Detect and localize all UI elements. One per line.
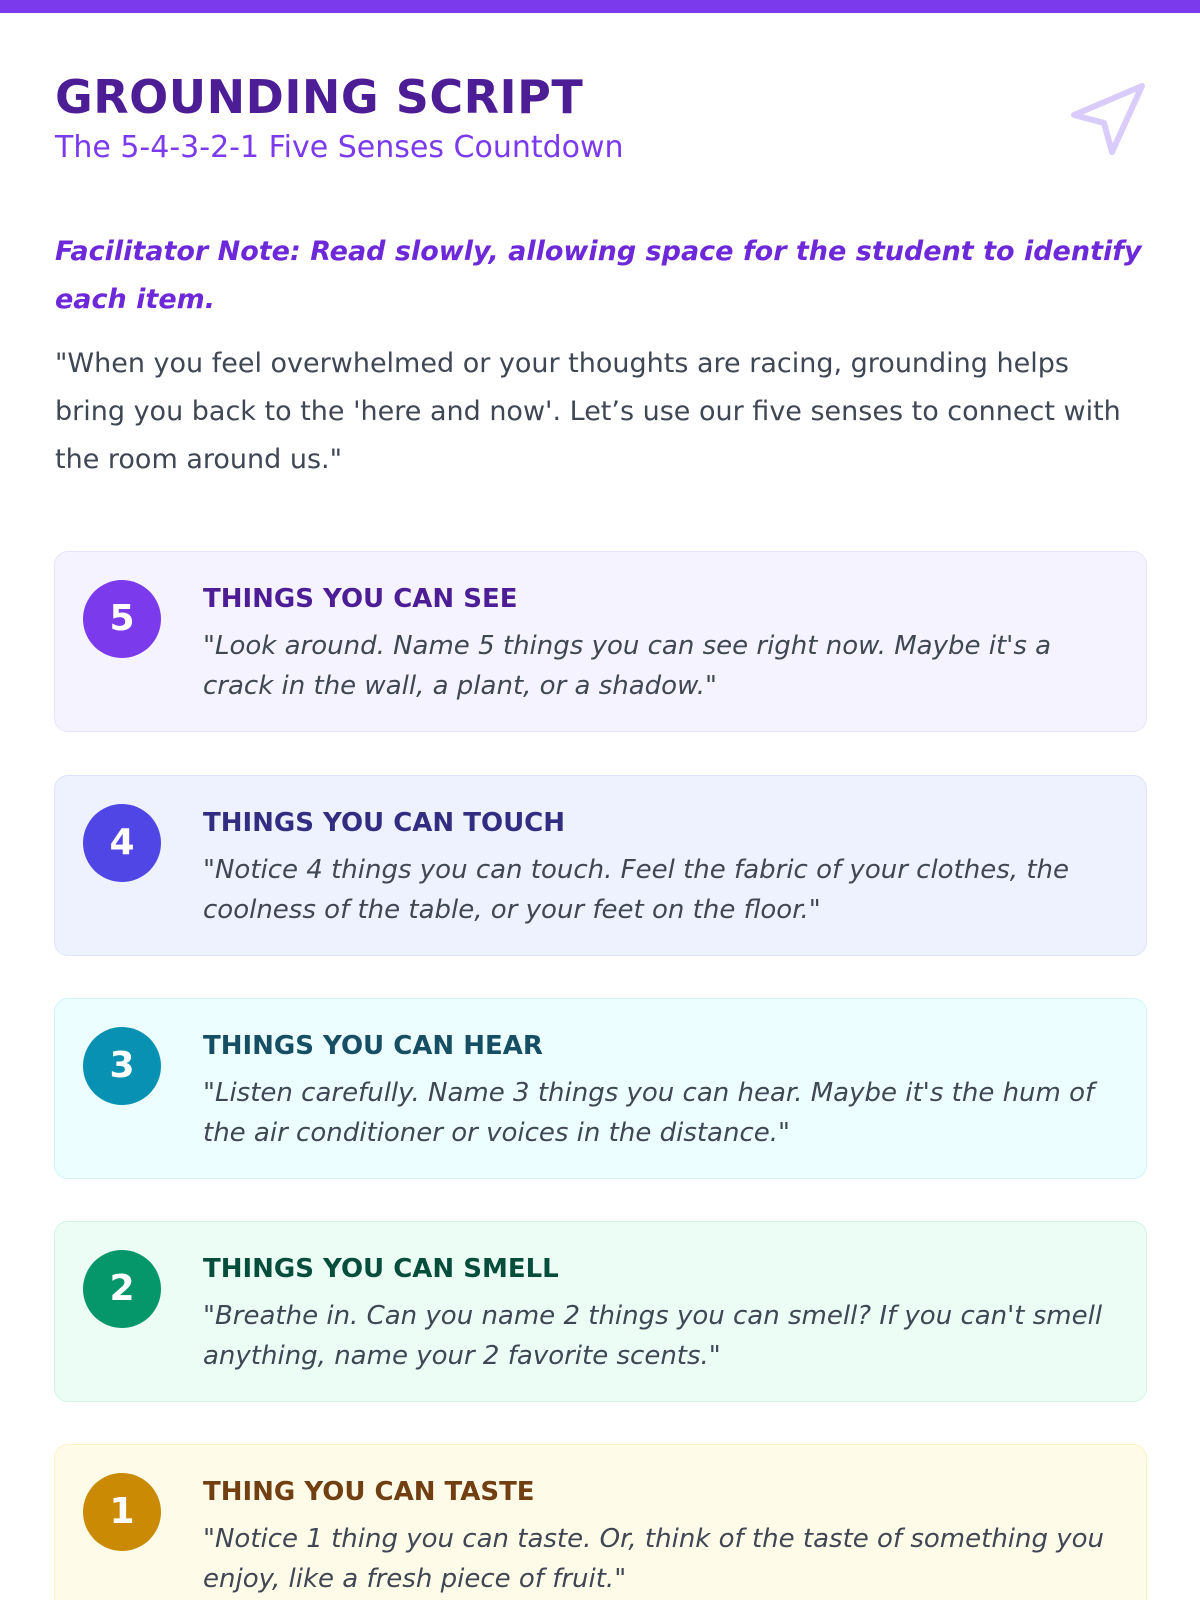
step-heading: THING YOU CAN TASTE: [203, 1477, 535, 1507]
step-heading: THINGS YOU CAN HEAR: [203, 1031, 543, 1061]
step-quote: "Listen carefully. Name 3 things you can hear. Maybe it's the hum of the air conditioner or voices in the distance.": [203, 1078, 1095, 1148]
step-quote: "Breathe in. Can you name 2 things you can smell? If you can't smell anything, name your 2 favorite scents.": [203, 1301, 1103, 1371]
step-heading: THINGS YOU CAN SEE: [203, 584, 518, 614]
step-heading: THINGS YOU CAN SMELL: [203, 1254, 559, 1284]
step-card-see: [54, 551, 1147, 732]
facilitator-note: Facilitator Note: Read slowly, allowing space for the student to identify each item.: [55, 236, 1142, 315]
step-quote: "Look around. Name 5 things you can see right now. Maybe it's a crack in the wall, a plant, or a shadow.": [203, 631, 1052, 701]
navigation-arrow-icon: [1070, 80, 1148, 158]
top-accent-bar: [0, 0, 1200, 13]
intro-quote: "When you feel overwhelmed or your thoughts are racing, grounding helps bring you back to the 'here and now'. Let’s use our five senses to connect with the room around us.": [55, 348, 1121, 475]
step-number-badge: 4: [83, 804, 161, 882]
step-quote: "Notice 1 thing you can taste. Or, think of the taste of something you enjoy, like a fresh piece of fruit.": [203, 1524, 1105, 1594]
step-number-badge: 5: [83, 580, 161, 658]
step-card-smell: [54, 1221, 1147, 1402]
step-number-badge: 3: [83, 1027, 161, 1105]
page-subtitle: The 5-4-3-2-1 Five Senses Countdown: [55, 130, 624, 165]
page-title: GROUNDING SCRIPT: [55, 70, 584, 124]
header: [55, 70, 624, 168]
step-quote: "Notice 4 things you can touch. Feel the fabric of your clothes, the coolness of the table, or your feet on the floor.": [203, 855, 1069, 925]
step-number-badge: 1: [83, 1473, 161, 1551]
step-number-badge: 2: [83, 1250, 161, 1328]
step-heading: THINGS YOU CAN TOUCH: [203, 808, 566, 838]
step-card-hear: [54, 998, 1147, 1179]
step-card-taste: [54, 1444, 1147, 1600]
step-card-touch: [54, 775, 1147, 956]
